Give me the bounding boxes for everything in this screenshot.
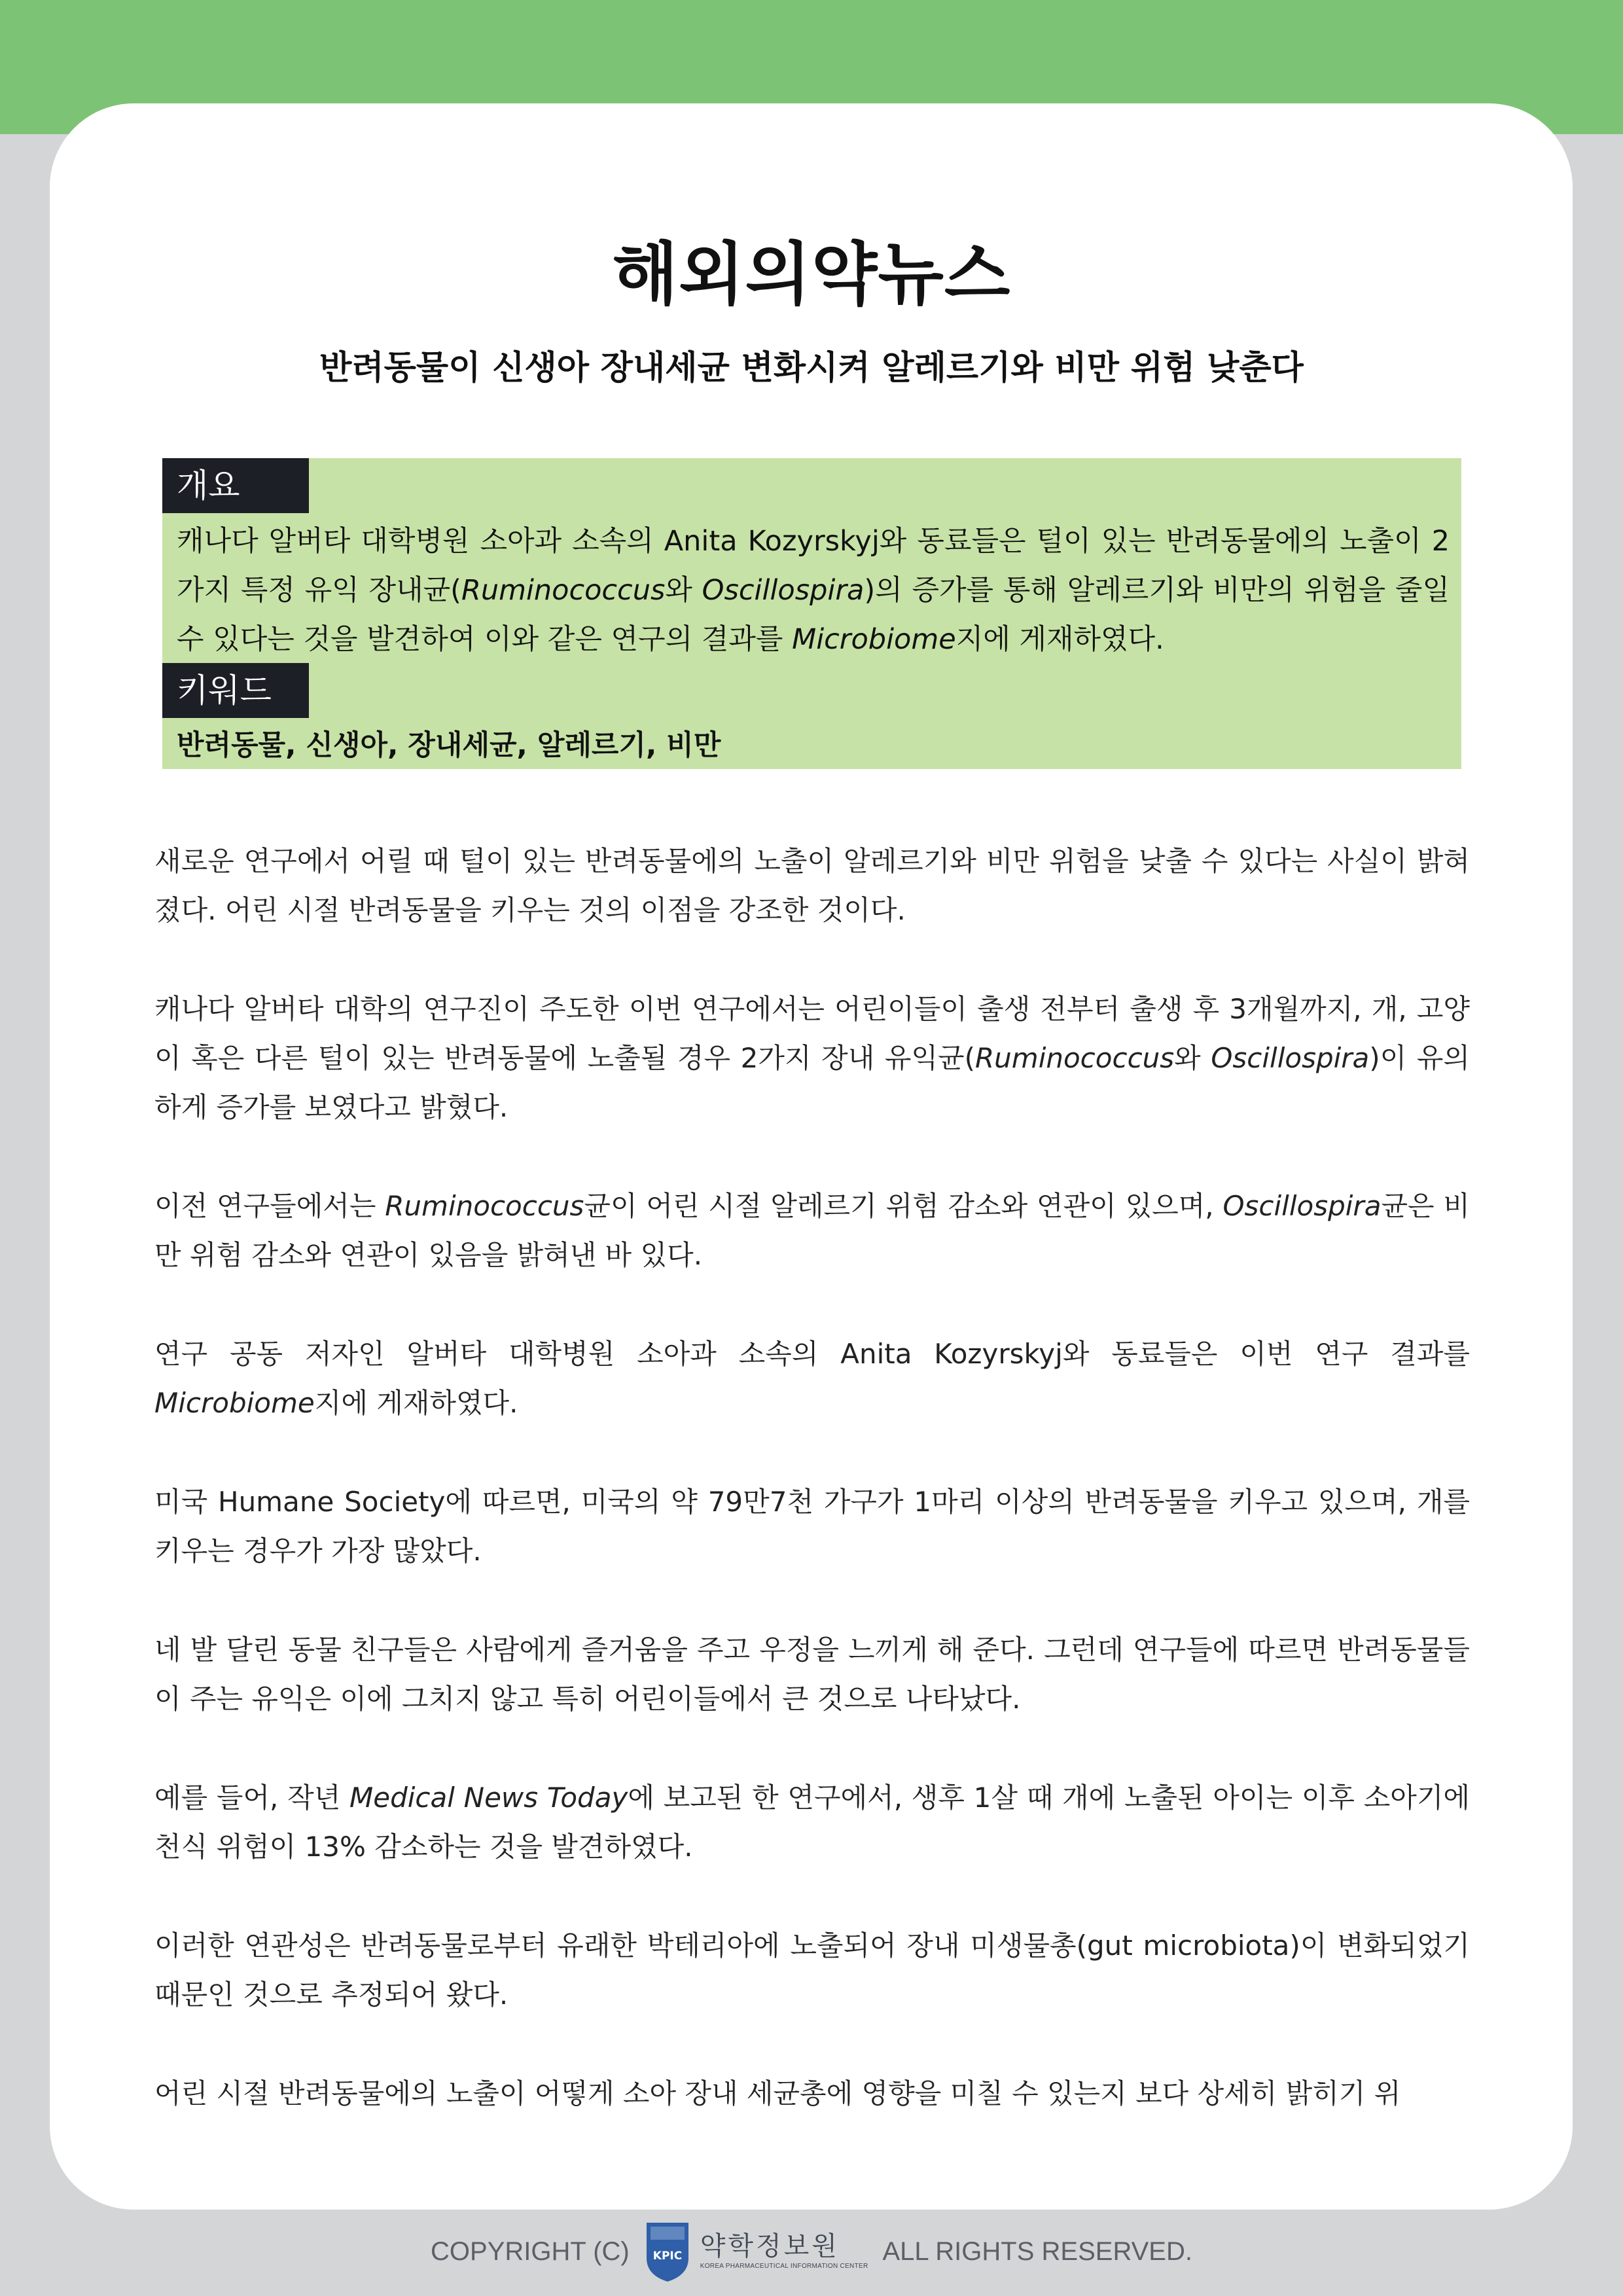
overview-text: 캐나다 알버타 대학병원 소아과 소속의 Anita Kozyrskyj와 동료들은 털이 있는 반려동물에의 노출이 2가지 특정 유익 장내균(Ruminococcus와 Oscillospira)의 증가를 통해 알레르기와 비만의 위험을 줄일 수 있다는 것을 발견하여 이와 같은 연구의 결과를 Microbiome지에 게재하였다. xyxy=(177,525,1450,656)
body-paragraph: 예를 들어, 작년 Medical News Today에 보고된 한 연구에서, 생후 1살 때 개에 노출된 아이는 이후 소아기에 천식 위험이 13% 감소하는 것을 발견하였다. xyxy=(154,1782,1470,1863)
body-paragraph: 이러한 연관성은 반려동물로부터 유래한 박테리아에 노출되어 장내 미생물총(gut microbiota)이 변화되었기 때문인 것으로 추정되어 왔다. xyxy=(154,1929,1470,2011)
kpic-logo-icon xyxy=(644,2220,691,2283)
overview-label: 개요 xyxy=(162,458,309,513)
article-headline: 반려동물이 신생아 장내세균 변화시켜 알레르기와 비만 위험 낮춘다 xyxy=(319,349,1304,387)
copyright-text: COPYRIGHT (C) xyxy=(431,2236,630,2266)
body-paragraph: 미국 Humane Society에 따르면, 미국의 약 79만7천 가구가 1마리 이상의 반려동물을 키우고 있으며, 개를 키우는 경우가 가장 많았다. xyxy=(154,1486,1470,1567)
body-paragraph: 캐나다 알버타 대학의 연구진이 주도한 이번 연구에서는 어린이들이 출생 전부터 출생 후 3개월까지, 개, 고양이 혹은 다른 털이 있는 반려동물에 노출될 경우 2가지 장내 유익균(Ruminococcus와 Oscillospira)이 유의하게 증가를 보였다고 밝혔다. xyxy=(154,993,1470,1123)
body-paragraph: 연구 공동 저자인 알버타 대학병원 소아과 소속의 Anita Kozyrskyj와 동료들은 이번 연구 결과를 Microbiome지에 게재하였다. xyxy=(154,1338,1470,1419)
keyword-label: 키워드 xyxy=(162,663,309,718)
footer xyxy=(0,2215,1623,2287)
org-logo xyxy=(644,2220,868,2283)
article-body xyxy=(154,836,1470,2168)
keyword-list: 반려동물, 신생아, 장내세균, 알레르기, 비만 xyxy=(177,729,721,762)
org-name: 약학정보원 xyxy=(700,2231,840,2261)
summary-box xyxy=(162,458,1461,769)
logo-abbreviation: KPIC xyxy=(652,2250,682,2263)
rights-text: ALL RIGHTS RESERVED. xyxy=(882,2236,1192,2266)
body-paragraph: 네 발 달린 동물 친구들은 사람에게 즐거움을 주고 우정을 느끼게 해 준다. 그런데 연구들에 따르면 반려동물들이 주는 유익은 이에 그치지 않고 특히 어린이들에서 큰 것으로 나타났다. xyxy=(154,1634,1470,1715)
body-paragraph: 새로운 연구에서 어릴 때 털이 있는 반려동물에의 노출이 알레르기와 비만 위험을 낮출 수 있다는 사실이 밝혀졌다. 어린 시절 반려동물을 키우는 것의 이점을 강조한 것이다. xyxy=(154,845,1470,926)
body-paragraph: 어린 시절 반려동물에의 노출이 어떻게 소아 장내 세균총에 영향을 미칠 수 있는지 보다 상세히 밝히기 위 xyxy=(154,2077,1401,2109)
page-title: 해외의약뉴스 xyxy=(612,234,1011,314)
body-paragraph: 이전 연구들에서는 Ruminococcus균이 어린 시절 알레르기 위험 감소와 연관이 있으며, Oscillospira균은 비만 위험 감소와 연관이 있음을 밝혀낸 바 있다. xyxy=(154,1190,1470,1271)
org-name-english: KOREA PHARMACEUTICAL INFORMATION CENTER xyxy=(700,2263,868,2270)
